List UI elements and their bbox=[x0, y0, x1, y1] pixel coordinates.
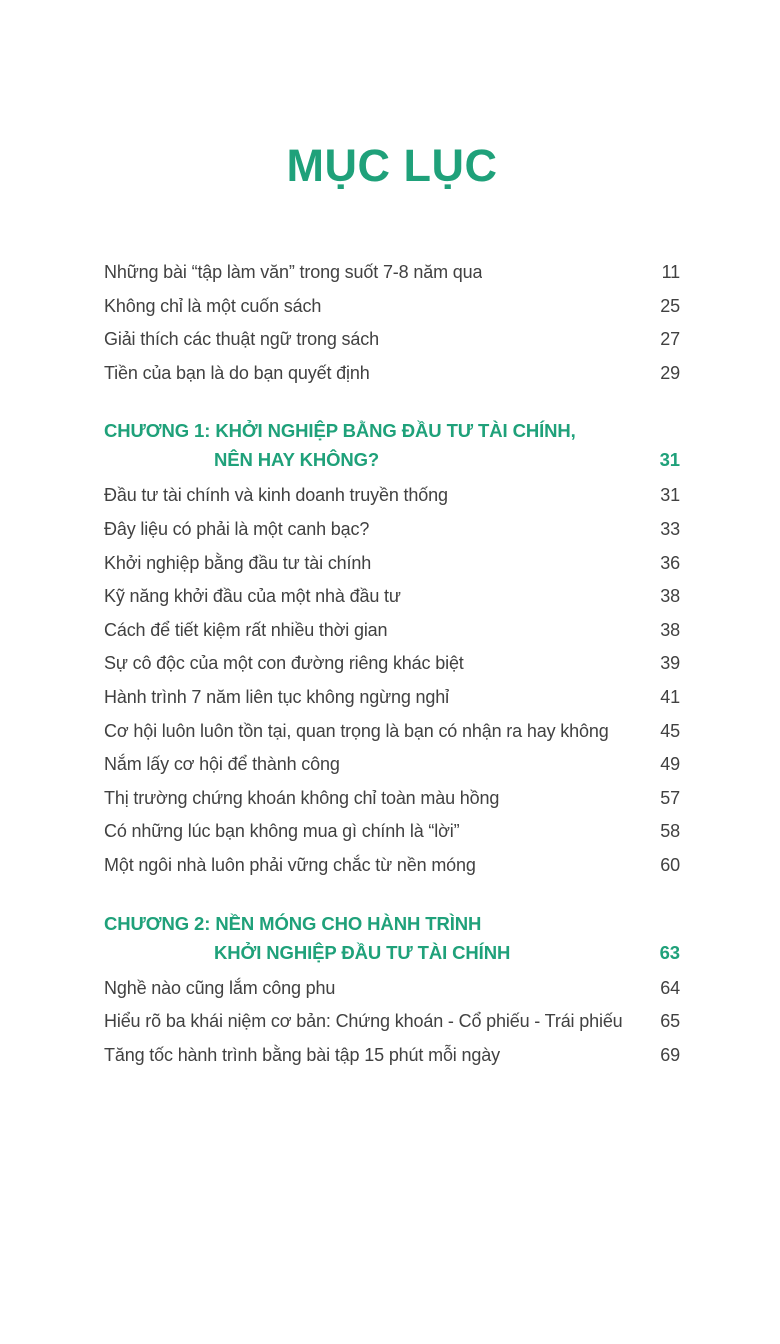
toc-entry bbox=[104, 647, 680, 681]
toc-entry-page: 11 bbox=[661, 262, 680, 282]
toc-entry-label: Cách để tiết kiệm rất nhiều thời gian bbox=[104, 619, 388, 640]
toc-entry-page: 38 bbox=[660, 619, 680, 640]
toc-entry-page: 25 bbox=[660, 295, 680, 316]
toc-entry-page: 38 bbox=[660, 586, 680, 607]
toc-entry bbox=[104, 748, 680, 782]
toc-entry-page: 39 bbox=[660, 653, 680, 674]
toc-entry bbox=[104, 972, 680, 1006]
chapter-heading-line2-row bbox=[104, 938, 680, 967]
chapter-heading bbox=[104, 416, 680, 474]
toc-list bbox=[104, 256, 680, 1072]
toc-entry-label: Tiền của bạn là do bạn quyết định bbox=[104, 362, 370, 383]
toc-entry-label: Giải thích các thuật ngữ trong sách bbox=[104, 329, 379, 350]
toc-entry bbox=[104, 614, 680, 648]
toc-entry bbox=[104, 815, 680, 849]
chapter-heading-line1: CHƯƠNG 2: NỀN MÓNG CHO HÀNH TRÌNH bbox=[104, 912, 482, 934]
toc-entry-label: Thị trường chứng khoán không chỉ toàn màu hồng bbox=[104, 787, 500, 808]
toc-entry-page: 58 bbox=[660, 821, 680, 842]
toc-entry-page: 57 bbox=[660, 787, 680, 808]
toc-entry-label: Nghề nào cũng lắm công phu bbox=[104, 977, 336, 998]
toc-entry-page: 33 bbox=[660, 518, 680, 539]
toc-entry-label: Không chỉ là một cuốn sách bbox=[104, 295, 322, 316]
toc-entry-page: 31 bbox=[660, 485, 680, 506]
toc-entry bbox=[104, 1005, 680, 1039]
toc-entry-page: 45 bbox=[660, 720, 680, 741]
toc-entry bbox=[104, 849, 680, 883]
toc-entry-label: Kỹ năng khởi đầu của một nhà đầu tư bbox=[104, 586, 401, 607]
toc-entry-label: Khởi nghiệp bằng đầu tư tài chính bbox=[104, 552, 372, 573]
toc-entry-label: Sự cô độc của một con đường riêng khác biệt bbox=[104, 653, 464, 674]
toc-entry bbox=[104, 479, 680, 513]
chapter-heading-line2: KHỞI NGHIỆP ĐẦU TƯ TÀI CHÍNH bbox=[214, 941, 511, 963]
toc-entry-label: Có những lúc bạn không mua gì chính là “lời” bbox=[104, 821, 460, 842]
toc-entry bbox=[104, 580, 680, 614]
toc-entry-page: 49 bbox=[660, 754, 680, 775]
toc-entry bbox=[104, 290, 680, 324]
toc-entry-page: 41 bbox=[660, 686, 680, 707]
toc-entry-label: Một ngôi nhà luôn phải vững chắc từ nền móng bbox=[104, 854, 476, 875]
toc-entry-label: Tăng tốc hành trình bằng bài tập 15 phút mỗi ngày bbox=[104, 1044, 500, 1065]
chapter-heading-line2-row bbox=[104, 445, 680, 474]
toc-entry bbox=[104, 681, 680, 715]
toc-entry-page: 27 bbox=[660, 329, 680, 350]
toc-entry bbox=[104, 1039, 680, 1073]
toc-entry bbox=[104, 256, 680, 290]
toc-entry-label: Đây liệu có phải là một canh bạc? bbox=[104, 518, 370, 539]
page-title: MỤC LỤC bbox=[286, 140, 498, 191]
toc-entry-label: Hành trình 7 năm liên tục không ngừng nghỉ bbox=[104, 686, 449, 707]
toc-entry-label: Đầu tư tài chính và kinh doanh truyền thống bbox=[104, 485, 448, 506]
chapter-heading bbox=[104, 909, 680, 967]
toc-entry bbox=[104, 715, 680, 749]
toc-entry-page: 69 bbox=[660, 1044, 680, 1065]
toc-entry-page: 36 bbox=[660, 552, 680, 573]
chapter-page-number: 63 bbox=[659, 941, 680, 963]
toc-entry bbox=[104, 323, 680, 357]
toc-entry-label: Những bài “tập làm văn” trong suốt 7-8 năm qua bbox=[104, 262, 483, 282]
toc-entry-label: Hiểu rõ ba khái niệm cơ bản: Chứng khoán - Cổ phiếu - Trái phiếu bbox=[104, 1011, 623, 1032]
toc-entry-page: 65 bbox=[660, 1011, 680, 1032]
toc-entry bbox=[104, 547, 680, 581]
chapter-page-number: 31 bbox=[659, 449, 680, 471]
toc-page bbox=[0, 140, 780, 1344]
toc-entry bbox=[104, 513, 680, 547]
toc-entry-page: 60 bbox=[660, 854, 680, 875]
toc-entry bbox=[104, 782, 680, 816]
toc-entry-label: Cơ hội luôn luôn tồn tại, quan trọng là bạn có nhận ra hay không bbox=[104, 720, 609, 741]
chapter-heading-line2: NÊN HAY KHÔNG? bbox=[214, 449, 380, 471]
toc-entry-page: 64 bbox=[660, 977, 680, 998]
toc-entry bbox=[104, 357, 680, 391]
toc-entry-page: 29 bbox=[660, 362, 680, 383]
toc-entry-label: Nắm lấy cơ hội để thành công bbox=[104, 754, 340, 775]
chapter-heading-line1: CHƯƠNG 1: KHỞI NGHIỆP BẰNG ĐẦU TƯ TÀI CHÍNH, bbox=[104, 420, 576, 442]
